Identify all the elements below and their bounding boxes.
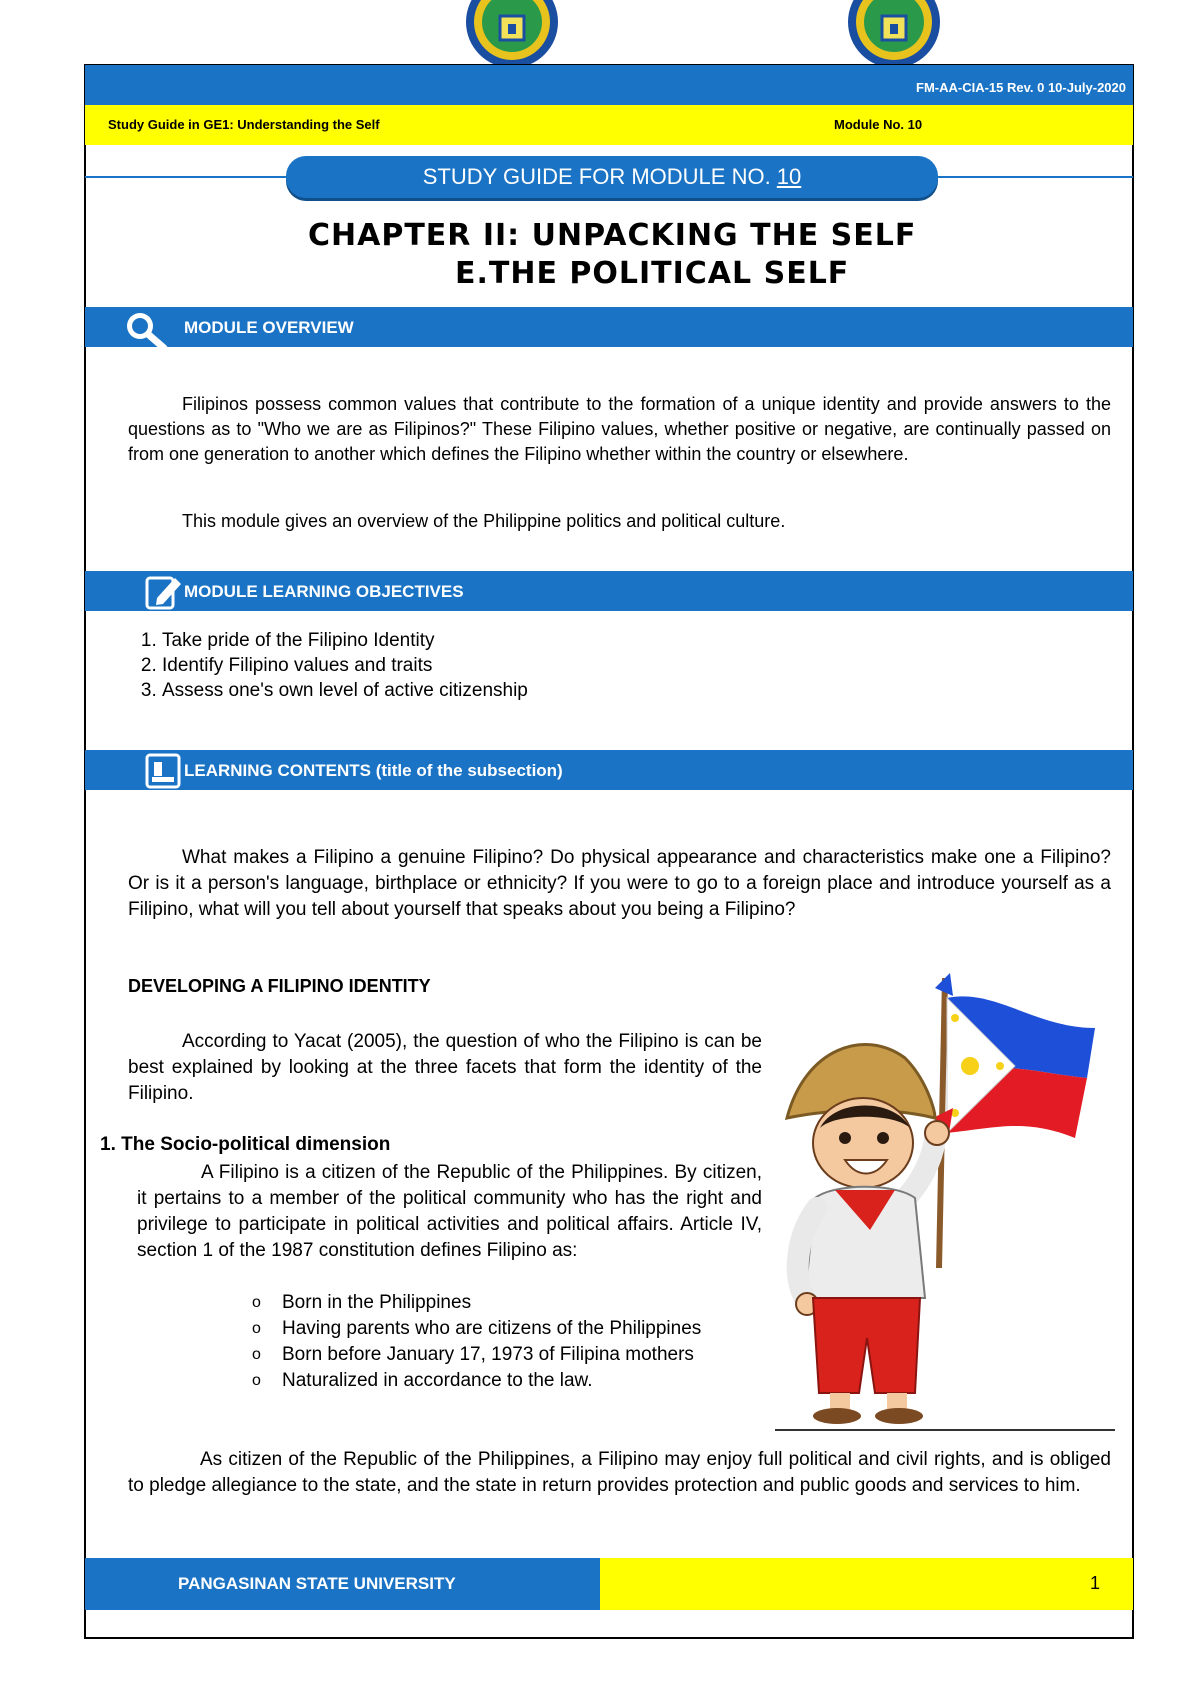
bullet-icon: o [252,1294,261,1311]
objectives-list [122,628,528,703]
list-item: o Born in the Philippines [252,1290,762,1316]
chapter-subtitle: E.THE POLITICAL SELF [455,256,850,291]
contents-intro: What makes a Filipino a genuine Filipino? Do physical appearance and characteristics make one a Filipino? Or is it a person's language, birthplace or ethnicity? If you were to go to a foreign place and introduce yourself as a Filipino, what will you tell about yourself that speaks about you being a Filipino? [128,847,1111,920]
dimension-title: The Socio-political dimension [121,1134,391,1155]
contents-title: LEARNING CONTENTS (title of the subsection) [184,761,563,780]
book-icon [143,751,183,791]
module-number-label: Module No. 10 [834,117,923,132]
objective-item: 2. Identify Filipino values and traits [162,653,528,678]
objective-item: 1. Take pride of the Filipino Identity [162,628,528,653]
footer-yellow-bar [600,1558,1133,1610]
dimension-heading [100,1134,390,1156]
filipino-child-flag-illustration [775,968,1115,1438]
dimension-number: 1. [100,1134,116,1155]
banner-module-number: 10 [776,164,802,189]
overview-paragraph-1: Filipinos possess common values that contribute to the formation of a unique identity and provide answers to the questions as to "Who we are as Filipinos?" These Filipino values, whether positive or negative, are continually passed on from one generation to another which defines the Filipino whether within the country or elsewhere. [128,394,1111,464]
objectives-title: MODULE LEARNING OBJECTIVES [184,582,464,601]
university-seal-right [842,0,946,70]
university-seal-left [460,0,564,70]
university-name: PANGASINAN STATE UNIVERSITY [178,1574,456,1593]
citizenship-list [252,1290,762,1394]
bullet-icon: o [252,1320,261,1337]
page-number: 1 [1090,1573,1101,1593]
course-title: Study Guide in GE1: Understanding the Self [108,117,380,132]
yacat-paragraph: According to Yacat (2005), the question of who the Filipino is can be best explained by looking at the three facets that form the identity of the Filipino. [128,1031,762,1104]
pencil-note-icon [143,572,185,612]
chapter-title: CHAPTER II: UNPACKING THE SELF [308,218,917,253]
study-guide-banner [286,156,938,198]
overview-paragraph-2: This module gives an overview of the Philippine politics and political culture. [182,511,786,531]
bullet-icon: o [252,1372,261,1389]
list-item: o Born before January 17, 1973 of Filipina mothers [252,1342,762,1368]
overview-title: MODULE OVERVIEW [184,318,354,337]
dimension-paragraph: A Filipino is a citizen of the Republic of the Philippines. By citizen, it pertains to a member of the political community who has the right and privilege to participate in political activities and political affairs. Article IV, section 1 of the 1987 constitution defines Filipino as: [137,1162,762,1261]
closing-paragraph: As citizen of the Republic of the Philippines, a Filipino may enjoy full political and civil rights, and is obliged to pledge allegiance to the state, and the state in return provides protection and public goods and services to him. [128,1449,1111,1496]
list-item: o Having parents who are citizens of the Philippines [252,1316,762,1342]
form-code: FM-AA-CIA-15 Rev. 0 10-July-2020 [916,80,1126,95]
developing-identity-heading: DEVELOPING A FILIPINO IDENTITY [128,976,431,996]
magnifier-icon [120,308,170,350]
list-item: o Naturalized in accordance to the law. [252,1368,762,1394]
objective-item: 3. Assess one's own level of active citizenship [162,678,528,703]
bullet-icon: o [252,1346,261,1363]
banner-prefix: STUDY GUIDE FOR MODULE NO. [422,164,777,189]
